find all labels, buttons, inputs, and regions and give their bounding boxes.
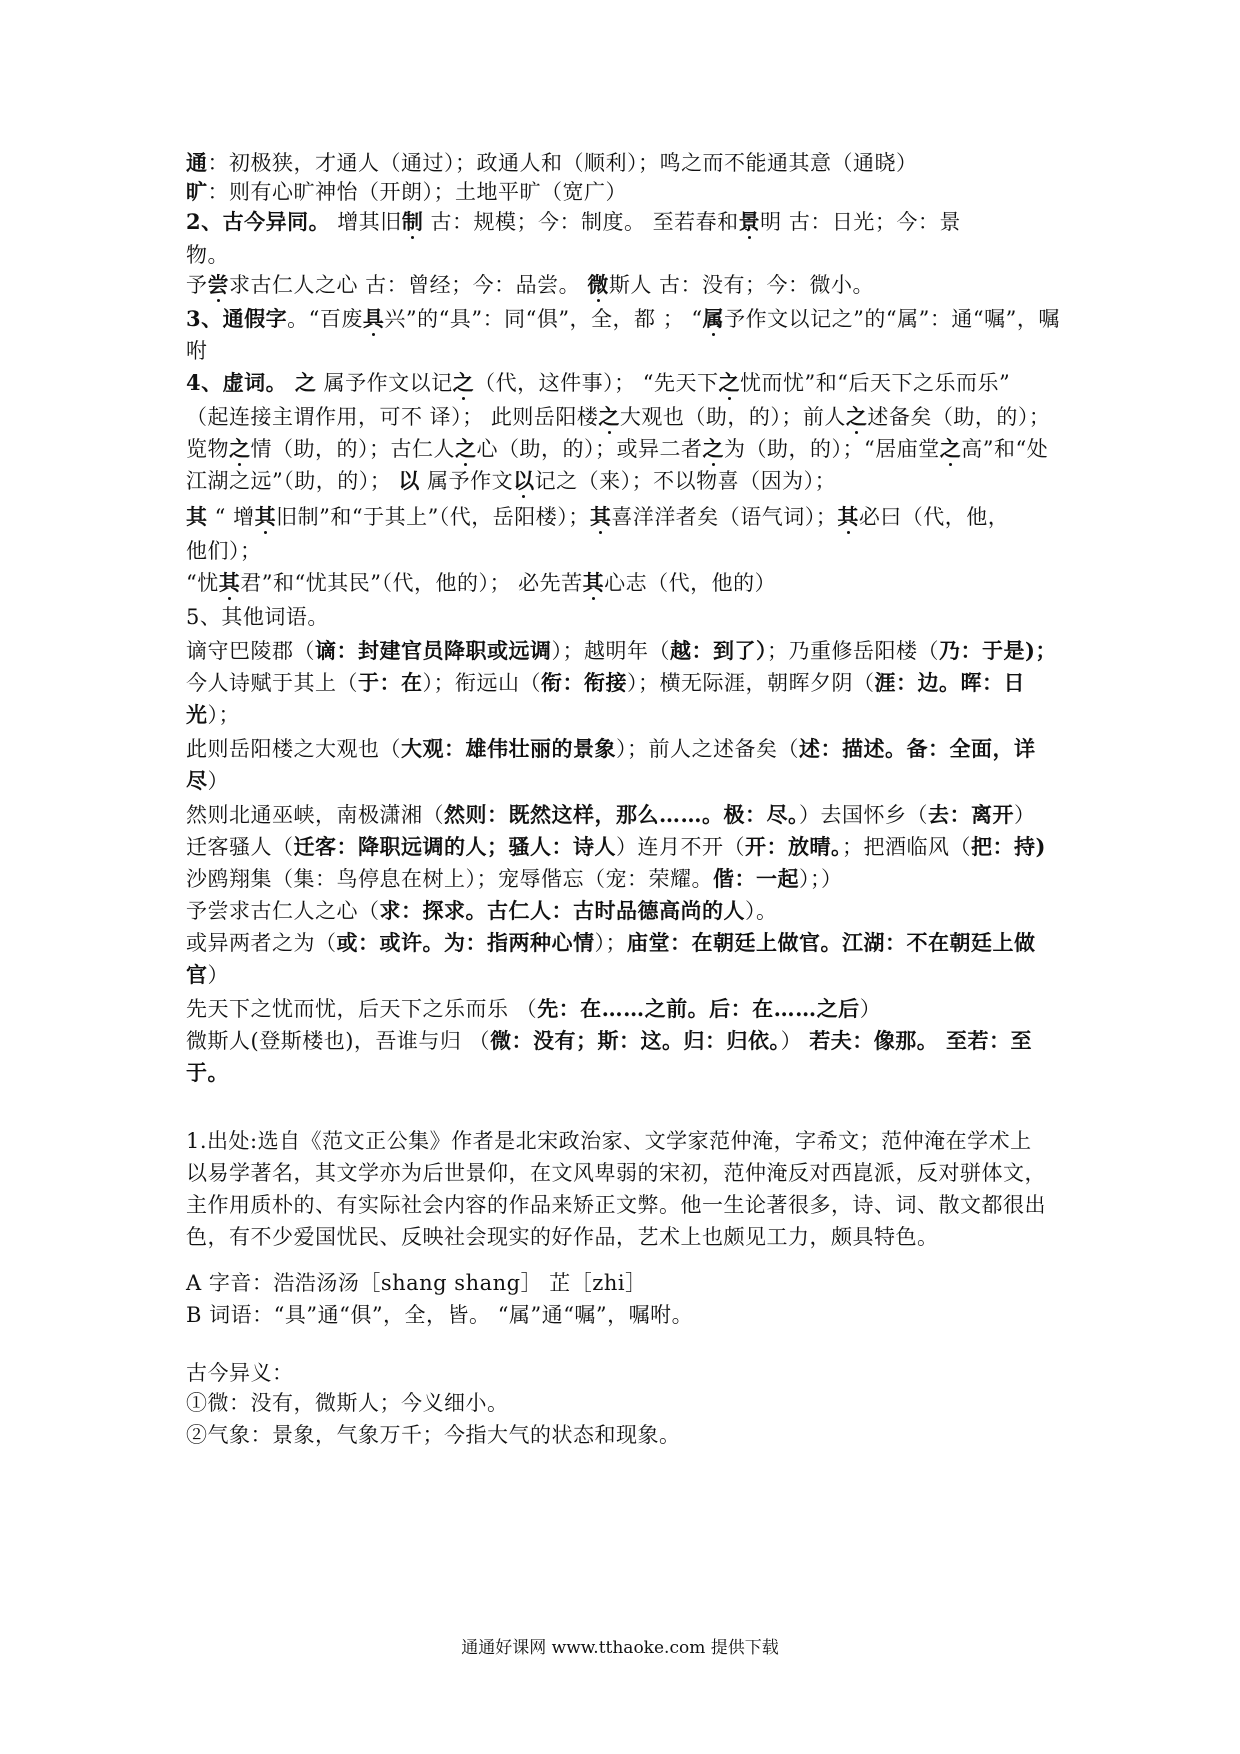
bold-text: 3、通假字 [186, 306, 288, 331]
bold-text: 其 [254, 504, 277, 529]
text-run: 今人诗赋于其上（ [186, 671, 358, 695]
bold-text: 其 [186, 504, 208, 529]
text-run: 情（助，的）；古仁人 [250, 437, 455, 461]
bold-text: 微 [587, 272, 609, 297]
text-line [186, 1300, 1066, 1330]
bold-text: 之 [598, 404, 620, 429]
text-run: ）。 [745, 899, 778, 923]
bold-text: 越：到了） [670, 638, 767, 663]
text-line [186, 1358, 1066, 1388]
text-line [186, 368, 1066, 398]
text-line [186, 864, 1066, 894]
text-run: ：初极狭，才通人（通过）；政通人和（顺利）；鸣之而不能通其意（通晓） [207, 151, 918, 175]
text-run: 或异两者之为（ [186, 931, 337, 955]
text-run: 。“百废 [287, 307, 363, 331]
text-run: ） [1014, 803, 1036, 827]
bold-text: 之 [452, 370, 475, 395]
text-run: （代，这件事）； “先天下 [474, 371, 719, 395]
text-run: 为（助，的）；“居庙堂 [724, 437, 940, 461]
text-line [186, 960, 1066, 990]
text-line [186, 502, 1066, 532]
text-run: ：则有心旷神怡（开朗）；土地平旷（宽广） [207, 180, 627, 204]
text-run: 以易学著名，其文学亦为后世景仰，在文风卑弱的宋初，范仲淹反对西崑派，反对骈体文， [186, 1161, 1046, 1185]
bold-text: 乃：于是)； [939, 638, 1057, 663]
text-run: “ 增 [207, 505, 255, 529]
text-run: 色，有不少爱国忧民、反映社会现实的好作品，艺术上也颇见工力，颇具特色。 [186, 1225, 939, 1249]
text-run: 忧而忧”和“后天下之乐而乐” [740, 371, 1011, 395]
text-run: 旧制”和“于其上”（代，岳阳楼）； [276, 505, 590, 529]
text-run: ）；） [799, 867, 843, 891]
text-run: ；乃重修岳阳楼（ [767, 639, 939, 663]
text-run: 明 古：日光；今：景 [760, 210, 961, 234]
text-run: 5、其他词语。 [186, 605, 329, 629]
bold-text: 然则：既然这样，那么……。极：尽。 [444, 802, 799, 827]
text-run: A 字音：浩浩汤汤［shang shang］ 芷［zhi］ [186, 1271, 647, 1295]
text-line [186, 148, 1066, 178]
text-run: ） [207, 963, 229, 987]
bold-text: 去：离开 [928, 802, 1014, 827]
text-run: 高”和“处 [961, 437, 1049, 461]
text-line [186, 1190, 1066, 1220]
bold-text: 庙堂：在朝廷上做官。江湖：不在朝廷上做 [627, 930, 1036, 955]
bold-text: 大观：雄伟壮丽的景象 [401, 736, 616, 761]
bold-text: 求：探求。古仁人：古时品德高尚的人 [379, 898, 745, 923]
text-line [186, 270, 1066, 300]
text-run: 属予作文以记 [316, 371, 453, 395]
text-line [186, 1222, 1066, 1252]
text-run: “忧 [186, 571, 219, 595]
text-run: B 词语：“具”通“俱”，全，皆。 “属”通“嘱”，嘱咐。 [186, 1303, 694, 1327]
text-run: 谪守巴陵郡（ [186, 639, 315, 663]
text-run: 喜洋洋者矣（语气词）； [611, 505, 838, 529]
text-run: ） [207, 769, 229, 793]
bold-text: 官 [186, 962, 208, 987]
text-run: 1.出处:选自《范文正公集》作者是北宋政治家、文学家范仲淹，字希文；范仲淹在学术上 [186, 1129, 1032, 1153]
bold-text: 景 [738, 209, 761, 234]
bold-text: 旷 [186, 179, 208, 204]
bold-text: 于。 [186, 1060, 229, 1085]
bold-text: 2、古今异同。 [186, 209, 331, 234]
bold-text: 开：放晴。 [745, 834, 842, 859]
bold-text: 迁客：降职远调的人；骚人：诗人 [293, 834, 616, 859]
text-run: ）； [207, 703, 240, 727]
text-line [186, 766, 1066, 796]
text-run: 大观也（助，的）；前人 [619, 405, 846, 429]
text-line [186, 602, 1066, 632]
bold-text: 制 [401, 209, 424, 234]
text-line [186, 800, 1066, 830]
text-run: 此则岳阳楼之大观也（ [186, 737, 401, 761]
bold-text: 其 [837, 504, 859, 529]
bold-text: 4、虚词。 之 [186, 370, 317, 395]
bold-text: 其 [582, 570, 605, 595]
text-run: ②气象：景象，气象万千；今指大气的状态和现象。 [186, 1423, 681, 1447]
bold-text: 之 [939, 436, 962, 461]
bold-text: 把：持) [971, 834, 1046, 859]
text-run: （起连接主谓作用，可不 译）； 此则岳阳楼 [186, 405, 599, 429]
text-line [186, 536, 1066, 566]
text-run: 记之（来）；不以物喜（因为）； [534, 469, 837, 493]
bold-text: 其 [589, 504, 612, 529]
text-run: 述备矣（助，的）； [867, 405, 1051, 429]
text-run: 增其旧 [330, 210, 402, 234]
text-line [186, 466, 1066, 496]
bold-text: 之 [702, 436, 724, 461]
text-run: 必曰（代，他， [858, 505, 1010, 529]
text-run: ）；横无际涯，朝晖夕阴（ [627, 671, 875, 695]
text-run: ）； [594, 931, 627, 955]
text-run: 兴”的“具”：同“俱”，全，都 ； “ [384, 307, 703, 331]
text-line [186, 336, 1066, 366]
bold-text: 其 [218, 570, 241, 595]
bold-text: 具 [362, 306, 385, 331]
bold-text: 属 [702, 306, 725, 331]
text-line [186, 304, 1066, 334]
text-line [186, 1058, 1066, 1088]
text-line [186, 700, 1066, 730]
text-run: 物。 [186, 243, 229, 267]
bold-text: 衔：衔接 [541, 670, 627, 695]
bold-text: 以 [513, 468, 535, 493]
bold-text: 光 [186, 702, 208, 727]
text-line [186, 434, 1066, 464]
text-line [186, 734, 1066, 764]
text-run: 江湖之远”（助，的）； [186, 469, 399, 493]
text-run: 属予作文 [419, 469, 514, 493]
text-run: 予尝求古仁人之心（ [186, 899, 380, 923]
text-run: 求古仁人之心 古：曾经；今：品尝。 [229, 273, 588, 297]
text-line [186, 1420, 1066, 1450]
text-run: ） [859, 997, 882, 1021]
text-run: 他们）； [186, 539, 262, 563]
bold-text: 涯：边。晖：日 [874, 670, 1025, 695]
text-run: 予作文以记之”的“属”：通“嘱”，嘱 [724, 307, 1060, 331]
text-run: 咐 [186, 339, 208, 363]
bold-text: 之 [718, 370, 741, 395]
bold-text: 尽 [186, 768, 208, 793]
text-run: 心志（代，他的） [604, 571, 777, 595]
text-run: 然则北通巫峡，南极潇湘（ [186, 803, 444, 827]
bold-text: 之 [845, 404, 868, 429]
bold-text: 先：在……之前。后：在……之后 [537, 996, 860, 1021]
bold-text: 以 [398, 468, 420, 493]
text-run: 主作用质朴的、有实际社会内容的作品来矫正文弊。他一生论著很多，诗、词、散文都很出 [186, 1193, 1046, 1217]
text-line [186, 240, 1066, 270]
bold-text: 谪：封建官员降职或远调 [315, 638, 552, 663]
text-run: 予 [186, 273, 208, 297]
text-line [186, 1126, 1066, 1156]
text-run: 沙鸥翔集（集：鸟停息在树上）；宠辱偕忘（宠：荣耀。 [186, 867, 713, 891]
text-run: 古今异义： [186, 1361, 294, 1385]
text-line [186, 1268, 1066, 1298]
text-line [186, 668, 1066, 698]
text-run: 先天下之忧而忧，后天下之乐而乐 （ [186, 997, 538, 1021]
page-footer: 通通好课网 www.tthaoke.com 提供下载 [461, 1638, 779, 1658]
text-line [186, 1158, 1066, 1188]
bold-text: 偕：一起 [713, 866, 799, 891]
text-run: 览物 [186, 437, 229, 461]
text-line [186, 832, 1066, 862]
text-run: 微斯人(登斯楼也)，吾谁与归 （ [186, 1029, 491, 1053]
text-line [186, 896, 1066, 926]
text-run: 君”和“忧其民”（代，他的）； 必先苦 [240, 571, 583, 595]
bold-text: 之 [455, 436, 477, 461]
bold-text: 通 [186, 150, 208, 175]
text-line [186, 402, 1066, 432]
text-run: 迁客骚人（ [186, 835, 294, 859]
bold-text: 之 [229, 436, 251, 461]
text-line [186, 636, 1066, 666]
bold-text: 述：描述。备：全面，详 [799, 736, 1036, 761]
text-line [186, 207, 1066, 237]
bold-text: 或：或许。为：指两种心情 [336, 930, 595, 955]
text-run: ）；衔远山（ [422, 671, 541, 695]
text-line [186, 994, 1066, 1024]
text-run: ；把酒临风（ [842, 835, 971, 859]
bold-text: 微：没有；斯：这。归：归依。 [490, 1028, 781, 1053]
text-run: 古：规模；今：制度。 至若春和 [423, 210, 739, 234]
text-line [186, 568, 1066, 598]
text-run: ）连月不开（ [616, 835, 745, 859]
bold-text: 若夫：像那。 至若：至 [809, 1028, 1033, 1053]
text-line [186, 928, 1066, 958]
bold-text: 尝 [207, 272, 229, 297]
text-run: ） [780, 1029, 810, 1053]
text-run: ）；越明年（ [551, 639, 670, 663]
text-line [186, 177, 1066, 207]
text-run: ）去国怀乡（ [799, 803, 928, 827]
text-run: ）；前人之述备矣（ [616, 737, 799, 761]
text-run: ①微：没有，微斯人；今义细小。 [186, 1391, 509, 1415]
bold-text: 于：在 [358, 670, 423, 695]
text-run: 心（助，的）；或异二者 [476, 437, 703, 461]
text-line [186, 1388, 1066, 1418]
text-line [186, 1026, 1066, 1056]
text-run: 斯人 古：没有；今：微小。 [608, 273, 875, 297]
